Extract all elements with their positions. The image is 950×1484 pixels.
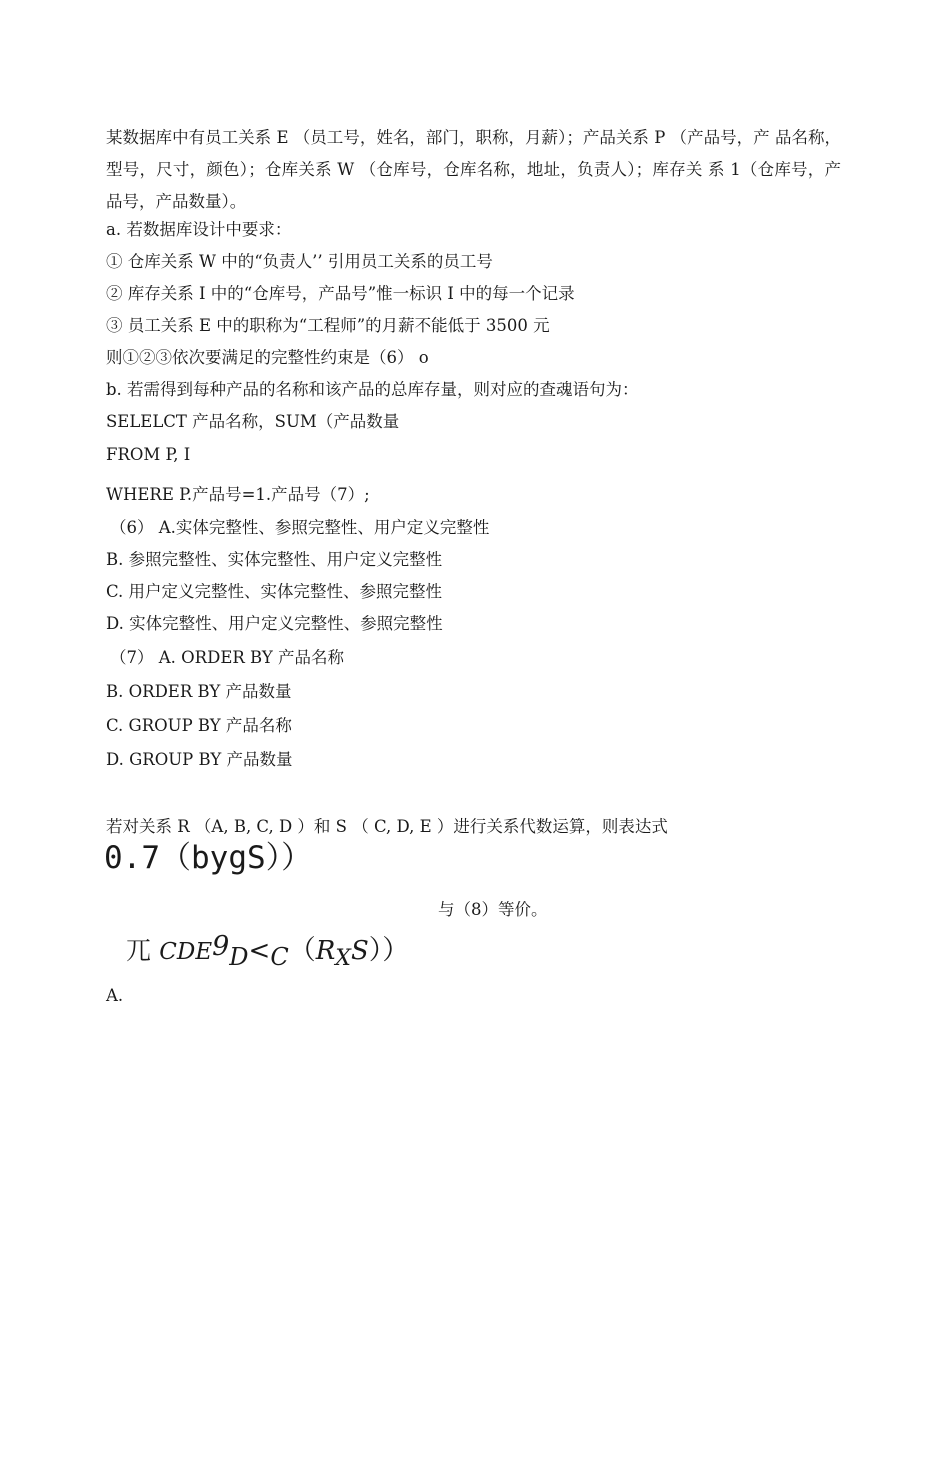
- relation-question: 若对关系 R （A, B, C, D ）和 S （ C, D, E ）进行关系代数运算，则表达式: [106, 817, 668, 836]
- requirement-item-1: ① 仓库关系 W 中的“负责人’’ 引用员工关系的员工号: [106, 252, 493, 271]
- q7-option-b: B. ORDER BY 产品数量: [106, 682, 292, 701]
- projection-formula: [126, 926, 409, 978]
- intro-paragraph: 某数据库中有员工关系 E （员工号，姓名，部门，职称，月薪）；产品关系 P （产品号，产 品名称，型号，尺寸，颜色）；仓库关系 W （仓库号，仓库名称，地址，负责人）；库存关 系 1（仓库号，产品号，产品数量）。: [106, 128, 841, 211]
- formula-c: C: [270, 943, 289, 971]
- constraint-question: 则①②③依次要满足的完整性约束是（6） o: [106, 348, 429, 367]
- formula-r: R: [315, 936, 336, 966]
- formula-lt: <: [248, 936, 271, 966]
- formula-x: X: [335, 946, 351, 971]
- formula-open-paren: （: [288, 935, 316, 966]
- formula-cde: CDE: [159, 939, 213, 965]
- equivalence-text: 与（8）等价。: [438, 900, 548, 919]
- sql-from-line: FROM P, I: [106, 445, 191, 464]
- q6-option-a: （6） A.实体完整性、参照完整性、用户定义完整性: [110, 518, 490, 537]
- q7-option-d: D. GROUP BY 产品数量: [106, 750, 293, 769]
- requirement-item-3: ③ 员工关系 E 中的职称为“工程师”的月薪不能低于 3500 元: [106, 316, 550, 335]
- q6-option-c: C. 用户定义完整性、实体完整性、参照完整性: [106, 582, 443, 601]
- sql-select-line: SELELCT 产品名称，SUM（产品数量: [106, 412, 400, 431]
- formula-9: 9: [212, 931, 230, 962]
- q6-option-d: D. 实体完整性、用户定义完整性、参照完整性: [106, 614, 443, 633]
- sql-where-line: WHERE P.产品号=1.产品号（7）;: [106, 485, 370, 504]
- expression-large: 0.7（bygS））: [104, 840, 313, 876]
- question-b-header: b. 若需得到每种产品的名称和该产品的总库存量，则对应的查魂语句为：: [106, 380, 639, 399]
- option-a-label: A.: [106, 986, 124, 1005]
- formula-s: S: [350, 936, 369, 966]
- q6-option-b: B. 参照完整性、实体完整性、用户定义完整性: [106, 550, 443, 569]
- q7-option-a: （7） A. ORDER BY 产品名称: [110, 648, 345, 667]
- requirement-item-2: ② 库存关系 I 中的“仓库号，产品号”惟一标识 I 中的每一个记录: [106, 284, 575, 303]
- formula-close-paren: ））: [368, 935, 410, 966]
- pi-symbol: 兀: [126, 936, 152, 965]
- question-a-header: a. 若数据库设计中要求：: [106, 220, 292, 239]
- formula-d: D: [229, 943, 249, 971]
- q7-option-c: C. GROUP BY 产品名称: [106, 716, 292, 735]
